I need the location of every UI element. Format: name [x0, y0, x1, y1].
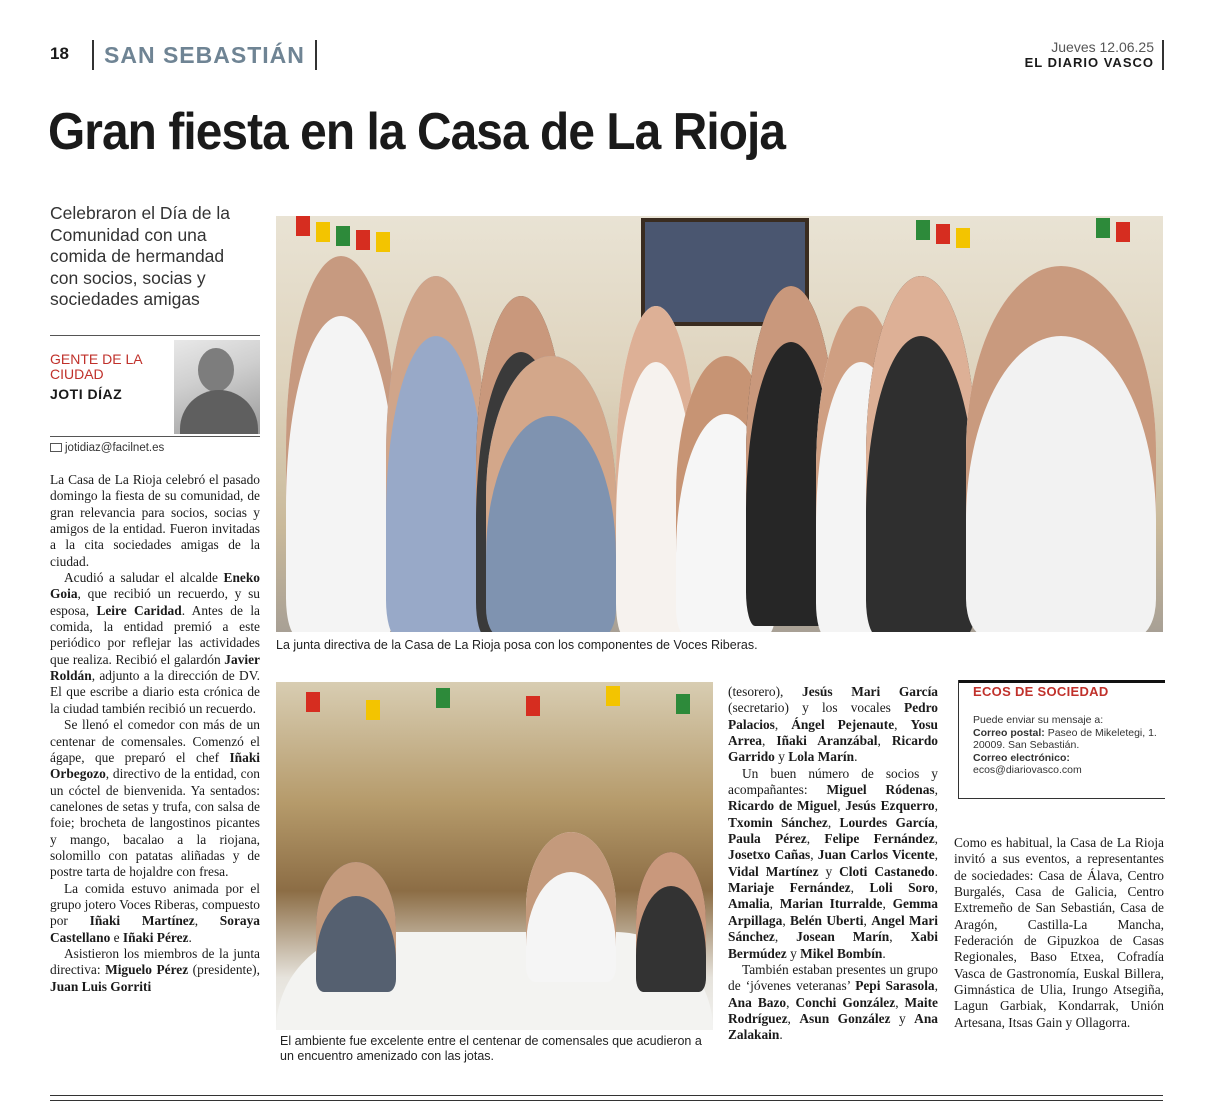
person-name: Leire Caridad: [96, 602, 182, 618]
person-figure: [526, 832, 616, 982]
article-paragraph: También estaban presentes un grupo de ‘jóvenes veteranas’ Pepi Sarasola, Ana Bazo, Conchi González, Maite Rodríguez, Asun González y Ana Zalakain.: [728, 961, 939, 1043]
person-name: Maite Rodríguez: [728, 994, 939, 1026]
flag-icon: [916, 220, 930, 240]
person-name: Paula Pérez: [728, 831, 807, 847]
main-photo: [276, 216, 1163, 632]
envelope-icon: [50, 443, 62, 452]
flag-icon: [1116, 222, 1130, 242]
flag-icon: [316, 222, 330, 242]
article-paragraph: Un buen número de socios y acompañantes: Miguel Ródenas, Ricardo de Miguel, Jesús Ezquerro, Txomin Sánchez, Lourdes García, Paula Pérez, Felipe Fernández, Josetxo Cañas, Juan Carlos Vicente, Vidal Martínez y Cloti Castanedo. Mariaje Fernández, Loli Soro, Amalia, Marian Iturralde, Gemma Arpillaga, Belén Uberti, Angel Mari Sánchez, Josean Marín, Xabi Bermúdez y Mikel Bombín.: [728, 765, 939, 961]
person-figure: [286, 256, 396, 632]
flag-icon: [526, 696, 540, 716]
portrait-body: [180, 390, 258, 434]
person-name: Ricardo Garrido: [728, 733, 938, 765]
flag-icon: [1096, 218, 1110, 238]
person-name: Conchi González: [795, 994, 896, 1010]
flag-icon: [606, 686, 620, 706]
person-name: Soraya Castellano: [50, 913, 260, 945]
person-name: Mariaje Fernández: [728, 880, 851, 896]
person-name: Yosu Arrea: [728, 716, 938, 749]
person-name: Pedro Palacios: [728, 700, 938, 732]
person-name: Lola Marín: [788, 749, 855, 765]
article-column-4: [954, 835, 1164, 1031]
person-name: Felipe Fernández: [824, 831, 935, 847]
person-name: Cloti Castanedo: [839, 863, 935, 879]
column-kicker: GENTE DE LA CIUDAD: [50, 351, 142, 382]
ecos-email: [973, 752, 1159, 777]
article-column-1: [50, 472, 260, 995]
portrait-head: [198, 348, 234, 392]
author-email-link[interactable]: jotidiaz@facilnet.es: [65, 442, 165, 454]
person-name: Txomin Sánchez: [728, 814, 828, 830]
box-top-rule: [959, 680, 1165, 683]
flag-icon: [306, 692, 320, 712]
newspaper-name: EL DIARIO VASCO: [1024, 55, 1154, 70]
person-name: Ricardo de Miguel: [728, 798, 838, 814]
ecos-intro: Puede enviar su mensaje a:: [973, 714, 1104, 726]
ecos-title: ECOS DE SOCIEDAD: [973, 684, 1109, 699]
postal-label: Correo postal:: [973, 726, 1045, 739]
person-name: Belén Uberti: [790, 912, 864, 928]
person-name: Ana Bazo: [728, 994, 787, 1010]
subheadline: Celebraron el Día de la Comunidad con una comida de hermandad con socios, socias y sociedades amigas: [50, 203, 230, 309]
person-name: Javier Roldán: [50, 651, 260, 684]
banquet-photo-caption: El ambiente fue excelente entre el centenar de comensales que acudieron a un encuentro amenizado con las jotas.: [280, 1034, 702, 1063]
person-name: Juan Carlos Vicente: [817, 847, 935, 863]
flag-icon: [676, 694, 690, 714]
person-name: Loli Soro: [869, 880, 935, 896]
person-name: Iñaki Pérez: [122, 929, 189, 945]
person-name: Vidal Martínez: [728, 863, 819, 879]
article-paragraph: La comida estuvo animada por el grupo jotero Voces Riberas, compuesto por Iñaki Martínez, Soraya Castellano e Iñaki Pérez.: [50, 880, 260, 945]
person-name: Jesús Mari García: [802, 684, 939, 699]
person-figure: [636, 852, 706, 992]
person-name: Mikel Bombín: [800, 945, 883, 961]
person-name: Angel Mari Sánchez: [728, 912, 938, 945]
flag-icon: [366, 700, 380, 720]
person-name: Miguelo Pérez: [105, 962, 189, 978]
flag-icon: [356, 230, 370, 250]
article-paragraph: Asistieron los miembros de la junta directiva: Miguelo Pérez (presidente), Juan Luis Gorriti: [50, 945, 260, 994]
person-name: Jesús Ezquerro: [845, 798, 935, 814]
person-name: Iñaki Aranzábal: [776, 733, 878, 749]
ecos-email-link[interactable]: ecos@diariovasco.com: [973, 764, 1082, 776]
article-paragraph: Acudió a saludar el alcalde Eneko Goia, que recibió un recuerdo, y su esposa, Leire Caridad. Antes de la comida, la entidad premió a este periódico por reflejar las actividades que realiza. Recibió el galardón Javier Roldán, adjunto a la dirección de DV. El que escribe a diario esta crónica de la ciudad también recibió un recuerdo.: [50, 570, 260, 716]
publication-date: Jueves 12.06.25: [1051, 39, 1154, 55]
ecos-info: [973, 714, 1159, 777]
flag-icon: [296, 216, 310, 236]
person-name: Iñaki Martínez: [89, 913, 195, 929]
postal-address: Paseo de Mikeletegi, 1. 20009. San Sebastián.: [973, 726, 1157, 751]
email-label: Correo electrónico:: [973, 751, 1070, 764]
section-title: SAN SEBASTIÁN: [92, 40, 317, 70]
person-name: Amalia: [728, 896, 770, 912]
person-name: Pepi Sarasola: [855, 978, 935, 994]
byline-box: [50, 335, 260, 437]
person-name: Eneko Goia: [50, 570, 260, 602]
person-figure: [966, 266, 1156, 632]
person-name: Xabi Bermúdez: [728, 929, 938, 961]
author-email-line: [50, 442, 164, 454]
flag-icon: [376, 232, 390, 252]
person-name: Gemma Arpillaga: [728, 896, 938, 928]
person-figure: [866, 276, 976, 632]
headline: Gran fiesta en la Casa de La Rioja: [48, 103, 786, 161]
article-paragraph: Se llenó el comedor con más de un centenar de comensales. Comenzó el ágape, que preparó el chef Iñaki Orbegozo, directivo de la entidad, con un cóctel de bienvenida. Ya sentados: canelones de setas y trufa, con salsa de foie; brocheta de langostinos picantes y mango, bacalao a la riojana, solomillo con patatas aliñadas y de postre tarta de hojaldre con fresa.: [50, 717, 260, 880]
person-name: Asun González: [799, 1010, 891, 1026]
person-name: Iñaki Orbegozo: [50, 749, 260, 782]
article-paragraph: La Casa de La Rioja celebró el pasado domingo la fiesta de su comunidad, de gran relevancia para socios, socias y amigos de la entidad. Fueron invitadas a la cita sociedades amigas de la ciudad.: [50, 472, 260, 569]
author-name: JOTI DÍAZ: [50, 386, 123, 402]
article-paragraph: Como es habitual, la Casa de La Rioja invitó a sus eventos, a representantes de sociedades: Casa de Álava, Centro Burgalés, Casa de Galicia, Centro Extremeño de San Sebastián, Casa de Aragón, Castilla-La Mancha, Federación de Gipuzkoa de Casas Regionales, Baso Etxea, Cofradía Vasca de Gastronomía, Euskal Billera, Gimnástica de Ulia, Irungo Atsegiña, Lagun Garbiak, Kondarrak, Unión Artesana, Itsas Gain y Ollagorra.: [954, 835, 1164, 1030]
author-portrait: [174, 340, 260, 434]
person-name: Juan Luis Gorriti: [50, 978, 152, 994]
person-name: Josean Marín: [796, 929, 890, 945]
person-figure: [386, 276, 486, 632]
person-name: Marian Iturralde: [779, 896, 883, 912]
main-photo-caption: La junta directiva de la Casa de La Rioja posa con los componentes de Voces Riberas.: [276, 638, 758, 652]
ecos-postal: [973, 727, 1159, 752]
article-column-3: [728, 684, 938, 1044]
banquet-photo: [276, 682, 713, 1030]
person-name: Miguel Ródenas: [826, 782, 935, 798]
person-name: Ana Zalakain: [728, 1010, 938, 1043]
article-paragraph: (tesorero), Jesús Mari García (secretario) y los vocales Pedro Palacios, Ángel Pejenaute, Yosu Arrea, Iñaki Aranzábal, Ricardo Garrido y Lola Marín.: [728, 684, 939, 765]
person-name: Lourdes García: [839, 814, 935, 830]
dateline: [1025, 40, 1164, 70]
flag-icon: [936, 224, 950, 244]
flag-icon: [956, 228, 970, 248]
person-figure: [486, 356, 616, 632]
footer-rule: [50, 1095, 1163, 1101]
person-name: Josetxo Cañas: [728, 847, 811, 863]
ecos-de-sociedad-box: [958, 680, 1165, 799]
page-number: 18: [50, 44, 69, 63]
person-name: Ángel Pejenaute: [791, 716, 895, 732]
person-figure: [316, 862, 396, 992]
flag-icon: [436, 688, 450, 708]
flag-icon: [336, 226, 350, 246]
